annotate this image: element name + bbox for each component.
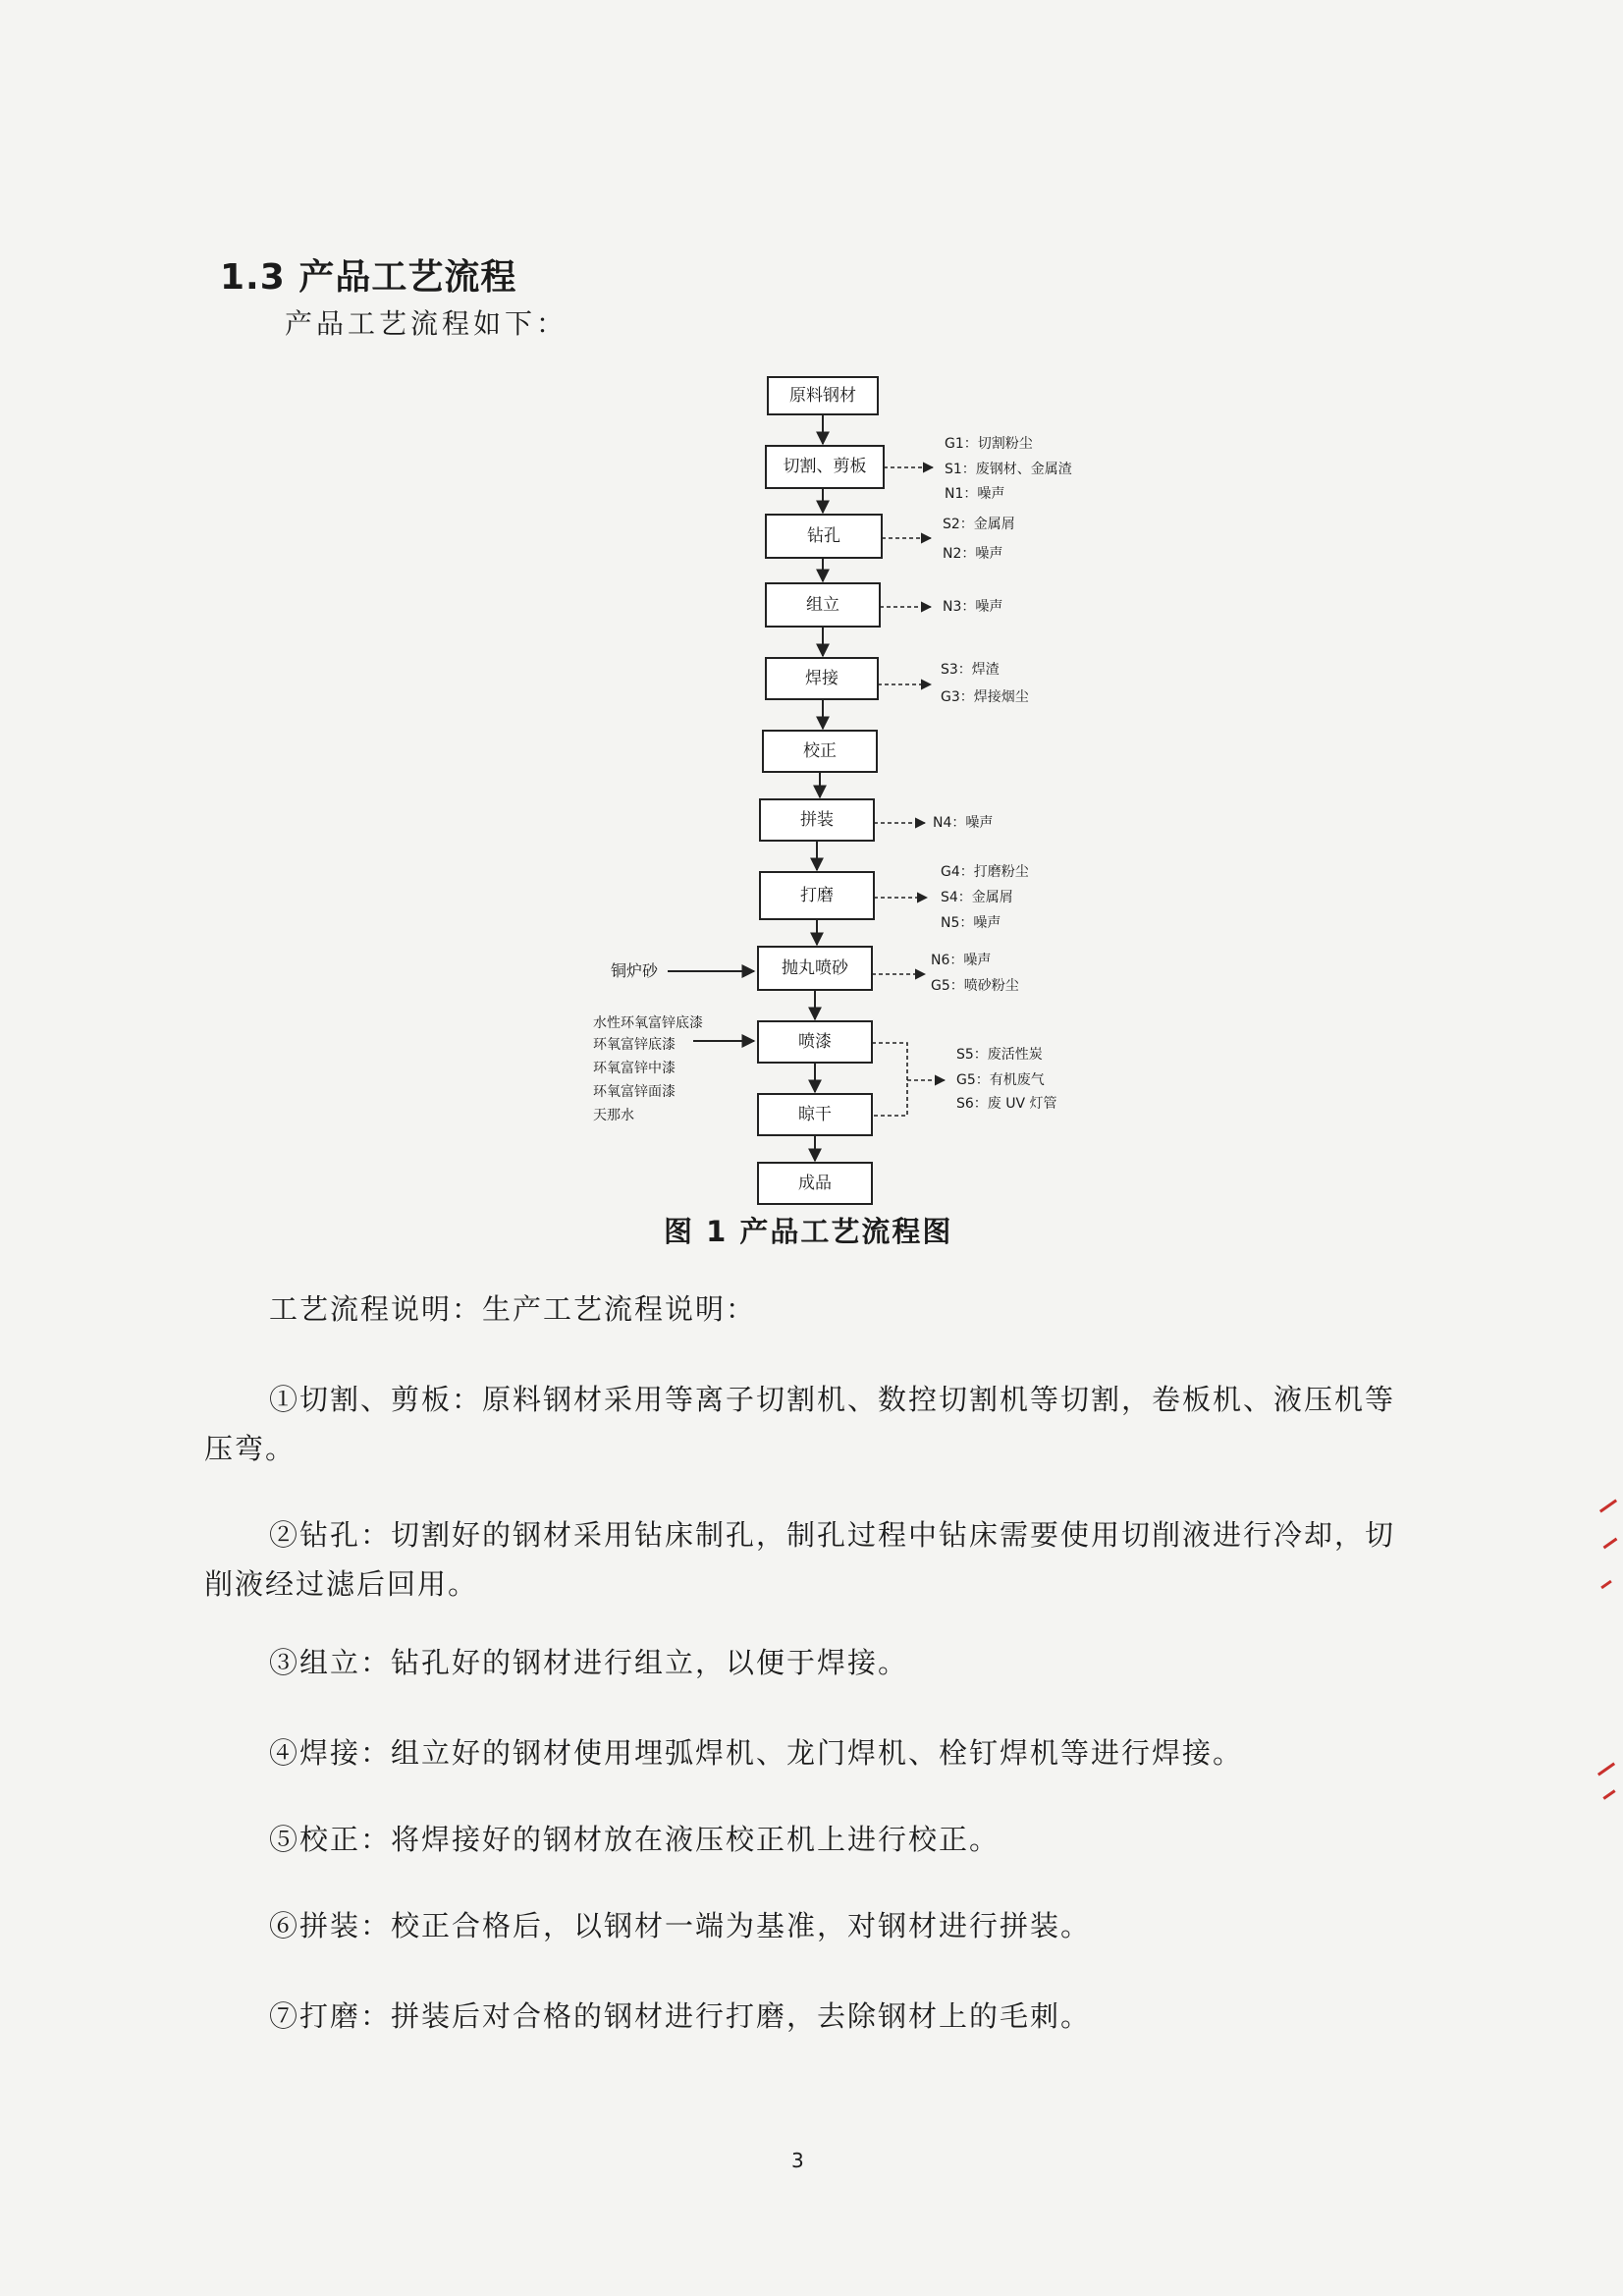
svg-text:S2：金属屑: S2：金属屑: [943, 517, 1015, 532]
svg-text:天那水: 天那水: [593, 1108, 634, 1123]
emissions-grinding: [941, 863, 1029, 931]
svg-text:S5：废活性炭: S5：废活性炭: [956, 1047, 1043, 1063]
emissions-shot-blasting: [931, 953, 1019, 994]
flow-node-painting: [758, 1021, 872, 1063]
svg-text:喷漆: 喷漆: [798, 1032, 832, 1052]
paragraph-grinding: ⑦打磨：拼装后对合格的钢材进行打磨，去除钢材上的毛刺。: [269, 1999, 1092, 2033]
page-number: 3: [791, 2149, 804, 2172]
section-number: 1.3: [220, 257, 286, 298]
svg-text:N2：噪声: N2：噪声: [943, 546, 1003, 562]
flow-node-drying: [758, 1094, 872, 1135]
svg-text:N6：噪声: N6：噪声: [931, 953, 992, 968]
svg-text:N4：噪声: N4：噪声: [933, 815, 994, 831]
input-steel-grit: 铜炉砂: [611, 961, 659, 980]
svg-text:组立: 组立: [806, 595, 839, 615]
section-title: 产品工艺流程: [298, 257, 517, 298]
svg-text:拼装: 拼装: [800, 810, 834, 830]
paragraph-straightening: ⑤校正：将焊接好的钢材放在液压校正机上进行校正。: [269, 1823, 1001, 1856]
paragraph-drilling: ②钻孔：切割好的钢材采用钻床制孔，制孔过程中钻床需要使用切削液进行冷却，切削液经过滤后回用。: [204, 1518, 1396, 1601]
svg-text:切割、剪板: 切割、剪板: [783, 457, 867, 476]
svg-text:晾干: 晾干: [798, 1105, 832, 1124]
svg-text:打磨: 打磨: [800, 886, 834, 905]
flow-node-cutting: [766, 446, 884, 488]
section-intro: 产品工艺流程如下：: [285, 307, 568, 340]
flow-node-welding: [766, 658, 878, 699]
paragraph-assembly: ③组立：钻孔好的钢材进行组立，以便于焊接。: [269, 1646, 909, 1679]
flow-node-shot-blasting: [758, 947, 872, 990]
svg-text:N3：噪声: N3：噪声: [943, 599, 1003, 615]
svg-text:S6：废 UV 灯管: S6：废 UV 灯管: [956, 1096, 1057, 1112]
svg-text:水性环氧富锌底漆: 水性环氧富锌底漆: [593, 1015, 703, 1031]
flow-node-drilling: [766, 515, 882, 558]
svg-text:G4：打磨粉尘: G4：打磨粉尘: [941, 864, 1029, 880]
svg-text:S3：焊渣: S3：焊渣: [941, 662, 1000, 678]
svg-text:环氧富锌中漆: 环氧富锌中漆: [593, 1061, 676, 1076]
figure-caption: 图 1 产品工艺流程图: [664, 1215, 953, 1248]
paragraph-cutting: ①切割、剪板：原料钢材采用等离子切割机、数控切割机等切割，卷板机、液压机等压弯。: [204, 1383, 1396, 1465]
svg-text:S1：废钢材、金属渣: S1：废钢材、金属渣: [945, 462, 1072, 477]
svg-text:G1：切割粉尘: G1：切割粉尘: [945, 436, 1033, 452]
svg-text:原料钢材: 原料钢材: [789, 386, 856, 406]
paragraph-welding: ④焊接：组立好的钢材使用埋弧焊机、龙门焊机、栓钉焊机等进行焊接。: [269, 1736, 1244, 1770]
emission-connectors: [872, 467, 945, 1116]
svg-text:N1：噪声: N1：噪声: [945, 486, 1005, 502]
flow-node-finished-product: [758, 1163, 872, 1204]
svg-text:焊接: 焊接: [805, 669, 839, 688]
svg-text:S4：金属屑: S4：金属屑: [941, 890, 1013, 905]
svg-text:环氧富锌底漆: 环氧富锌底漆: [593, 1037, 676, 1053]
svg-text:G5：喷砂粉尘: G5：喷砂粉尘: [931, 978, 1019, 994]
flow-node-raw-steel: [768, 377, 878, 414]
input-paints: [593, 1014, 703, 1123]
paragraph-fitting: ⑥拼装：校正合格后，以钢材一端为基准，对钢材进行拼装。: [269, 1909, 1092, 1942]
flow-node-assembly: [766, 583, 880, 627]
paragraph-overview: 工艺流程说明：生产工艺流程说明：: [269, 1292, 757, 1326]
svg-text:N5：噪声: N5：噪声: [941, 915, 1001, 931]
svg-text:G5：有机废气: G5：有机废气: [956, 1072, 1045, 1088]
emissions-welding: [941, 661, 1029, 705]
svg-text:环氧富锌面漆: 环氧富锌面漆: [593, 1084, 676, 1100]
svg-text:钻孔: 钻孔: [807, 526, 840, 546]
svg-text:成品: 成品: [798, 1174, 832, 1193]
emissions-painting-drying: [956, 1046, 1057, 1112]
svg-text:抛丸喷砂: 抛丸喷砂: [782, 958, 848, 978]
emissions-drilling: [943, 517, 1015, 562]
svg-text:G3：焊接烟尘: G3：焊接烟尘: [941, 689, 1029, 705]
flow-node-grinding: [760, 872, 874, 919]
emissions-assembly: [943, 599, 1002, 615]
svg-text:校正: 校正: [803, 741, 837, 761]
flow-node-straightening: [763, 731, 877, 772]
flow-node-fitting: [760, 799, 874, 841]
emissions-fitting: [933, 815, 993, 831]
emissions-cutting: [945, 435, 1072, 502]
